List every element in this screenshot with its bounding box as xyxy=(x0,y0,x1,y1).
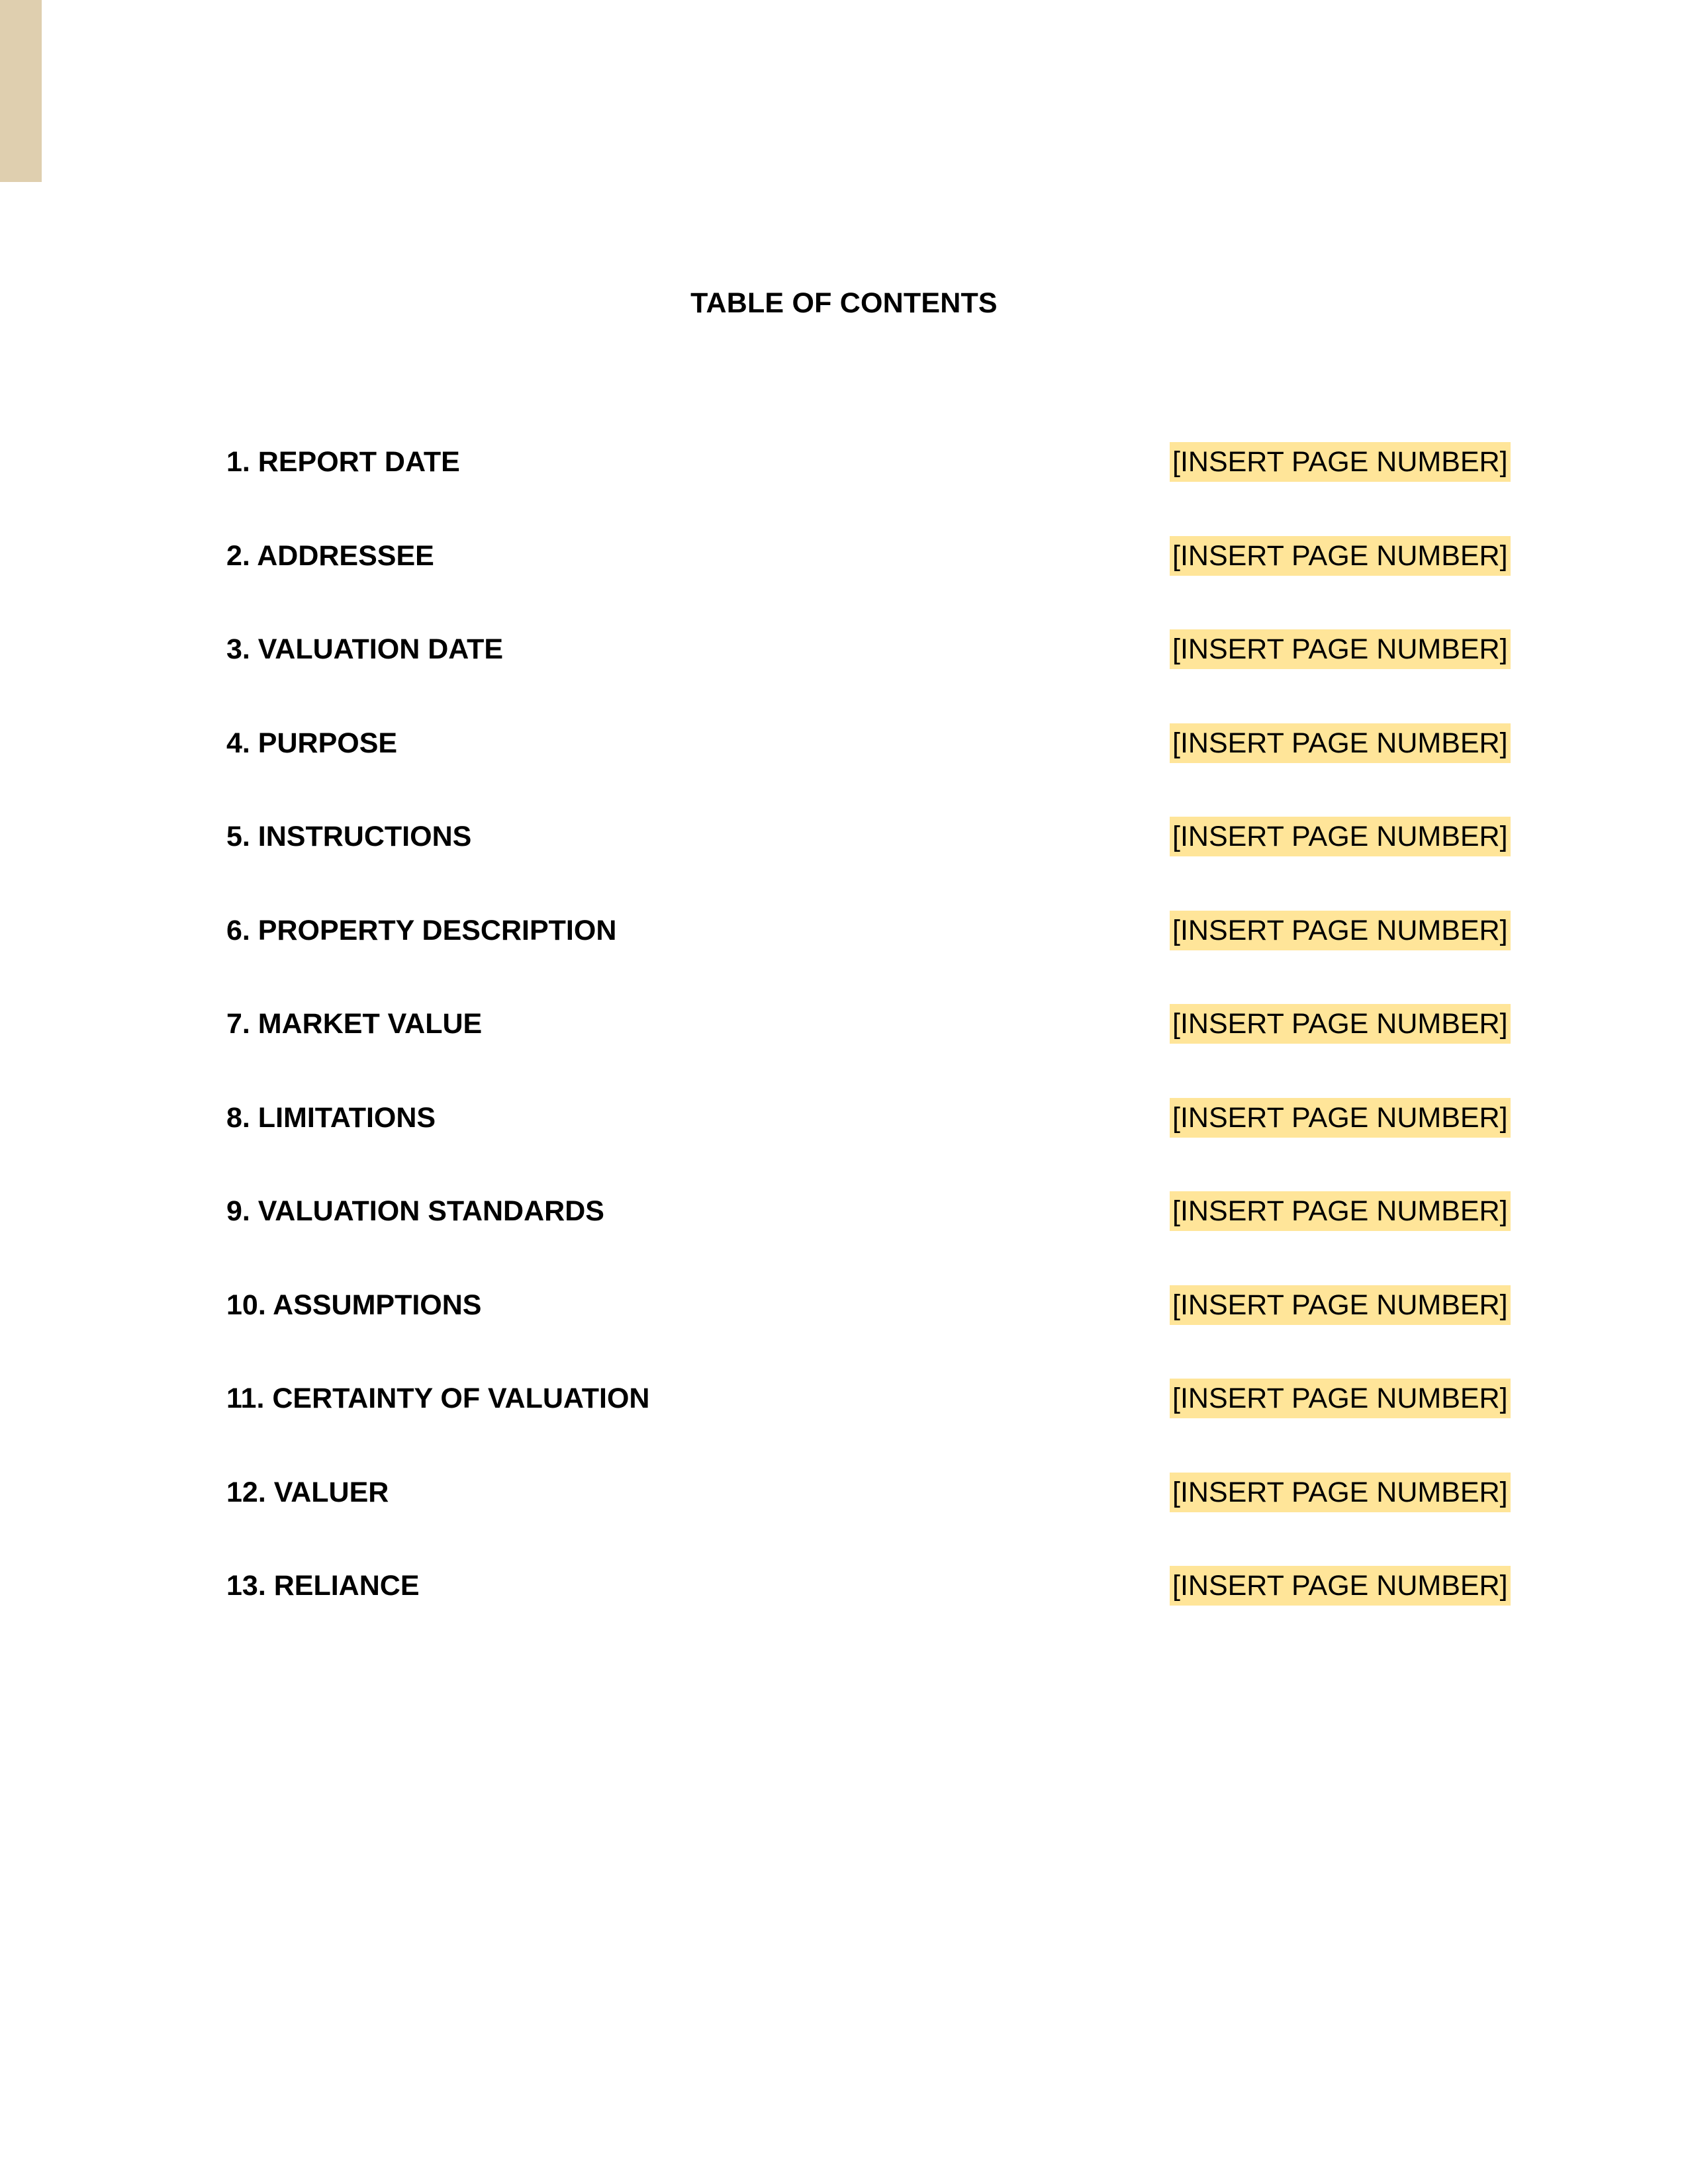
toc-entry[interactable] xyxy=(226,536,1508,630)
toc-entry-page-placeholder: [INSERT PAGE NUMBER] xyxy=(1170,1098,1511,1138)
toc-entry[interactable] xyxy=(226,1566,1508,1660)
toc-entry[interactable] xyxy=(226,1285,1508,1379)
toc-entry[interactable] xyxy=(226,911,1508,1005)
toc-entry-page-placeholder: [INSERT PAGE NUMBER] xyxy=(1170,723,1511,763)
toc-entry[interactable] xyxy=(226,629,1508,723)
toc-entry-page-placeholder: [INSERT PAGE NUMBER] xyxy=(1170,1566,1511,1606)
toc-entry[interactable] xyxy=(226,817,1508,911)
page-title: TABLE OF CONTENTS xyxy=(690,287,998,319)
toc-entry-label: 9. VALUATION STANDARDS xyxy=(226,1195,604,1227)
toc-entry-label: 1. REPORT DATE xyxy=(226,446,460,478)
toc-entry-label: 7. MARKET VALUE xyxy=(226,1008,483,1040)
toc-entry[interactable] xyxy=(226,442,1508,536)
toc-entry-page-placeholder: [INSERT PAGE NUMBER] xyxy=(1170,1473,1511,1512)
toc-entry-label: 12. VALUER xyxy=(226,1476,389,1508)
toc-entry-label: 11. CERTAINTY OF VALUATION xyxy=(226,1383,650,1414)
toc-entry[interactable] xyxy=(226,1004,1508,1098)
toc-entry[interactable] xyxy=(226,1191,1508,1285)
toc-entry[interactable] xyxy=(226,1473,1508,1567)
toc-entry-page-placeholder: [INSERT PAGE NUMBER] xyxy=(1170,629,1511,669)
toc-entry-label: 5. INSTRUCTIONS xyxy=(226,821,472,852)
toc-entry-label: 8. LIMITATIONS xyxy=(226,1101,436,1134)
toc-entry[interactable] xyxy=(226,1379,1508,1473)
toc-entry-label: 2. ADDRESSEE xyxy=(226,539,434,572)
toc-entry-label: 3. VALUATION DATE xyxy=(226,633,504,665)
toc-entry[interactable] xyxy=(226,1098,1508,1192)
toc-list xyxy=(226,442,1508,1660)
toc-entry[interactable] xyxy=(226,723,1508,817)
toc-entry-page-placeholder: [INSERT PAGE NUMBER] xyxy=(1170,1004,1511,1044)
toc-entry-page-placeholder: [INSERT PAGE NUMBER] xyxy=(1170,1379,1511,1418)
toc-entry-label: 6. PROPERTY DESCRIPTION xyxy=(226,914,617,946)
toc-entry-page-placeholder: [INSERT PAGE NUMBER] xyxy=(1170,536,1511,576)
toc-entry-label: 13. RELIANCE xyxy=(226,1570,420,1602)
toc-entry-page-placeholder: [INSERT PAGE NUMBER] xyxy=(1170,442,1511,482)
toc-entry-label: 10. ASSUMPTIONS xyxy=(226,1289,482,1321)
toc-entry-page-placeholder: [INSERT PAGE NUMBER] xyxy=(1170,911,1511,950)
toc-entry-label: 4. PURPOSE xyxy=(226,727,398,759)
side-accent-tab xyxy=(0,0,42,182)
toc-entry-page-placeholder: [INSERT PAGE NUMBER] xyxy=(1170,1191,1511,1231)
toc-entry-page-placeholder: [INSERT PAGE NUMBER] xyxy=(1170,1285,1511,1325)
toc-entry-page-placeholder: [INSERT PAGE NUMBER] xyxy=(1170,817,1511,856)
